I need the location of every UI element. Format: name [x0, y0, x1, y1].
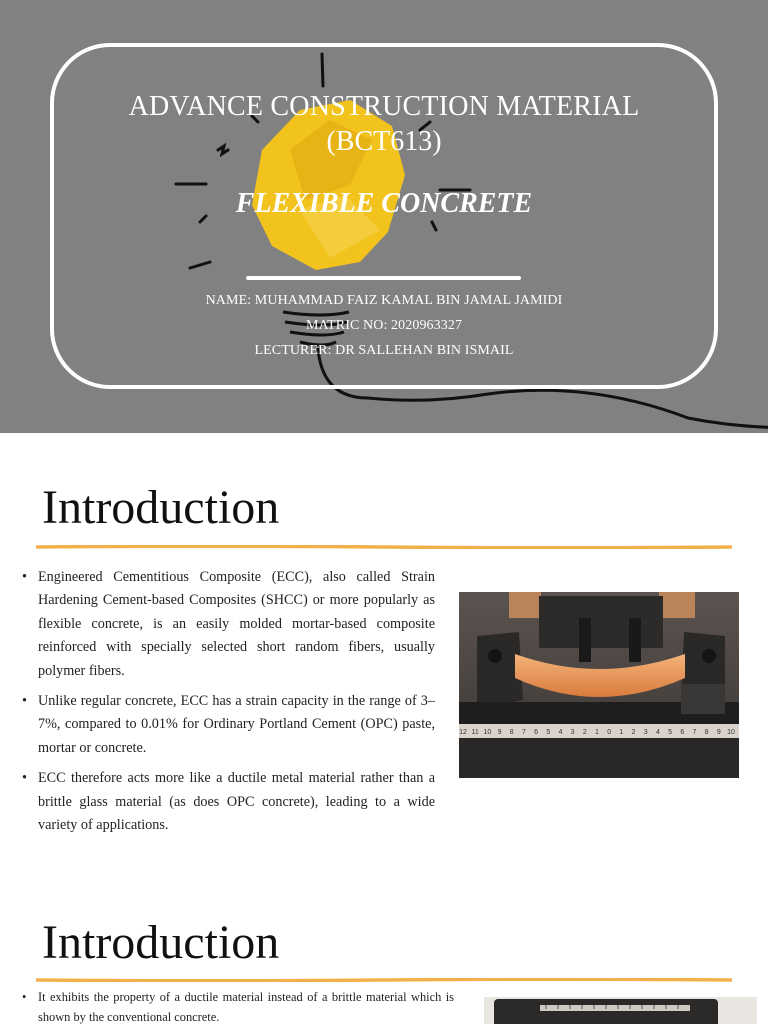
matric-number: MATRIC NO: 2020963327	[305, 318, 463, 333]
ruler-number: 4	[655, 729, 660, 736]
ruler-scale	[459, 729, 735, 736]
ruler-number: 6	[534, 729, 539, 736]
ruler-number: 8	[509, 729, 514, 736]
ruler-number: 3	[570, 729, 575, 736]
bullet-list	[22, 987, 454, 1024]
bullet-marker: •	[22, 693, 27, 710]
ruler-number: 5	[546, 729, 551, 736]
ruler-number: 1	[595, 729, 599, 736]
ruler-number: 9	[497, 729, 502, 736]
ruler-number: 10	[727, 729, 735, 736]
accent-underline	[36, 978, 732, 982]
ruler-number: 5	[668, 729, 673, 736]
list-item: • Engineered Cementitious Composite (ECC), also called Strain Hardening Cement-based Composites (SHCC) or more popularly as flexible concrete, is an easily molded mortar-based composite reinforced with specially selected short random fibers, usually polymer fibers.	[22, 566, 435, 683]
student-name: NAME: MUHAMMAD FAIZ KAMAL BIN JAMAL JAMIDI	[205, 293, 563, 308]
ruler-number: 2	[631, 729, 636, 736]
ruler-number: 8	[704, 729, 709, 736]
presentation-title: ADVANCE CONSTRUCTION MATERIAL	[128, 91, 640, 122]
list-item: • ECC therefore acts more like a ductile metal material rather than a brittle glass material (as does OPC concrete), leading to a wide variety of applications.	[22, 767, 435, 837]
ecc-bending-test-photo	[459, 592, 739, 778]
ruler-number: 12	[459, 729, 467, 736]
ruler-number: 11	[471, 729, 479, 736]
slide-heading: Introduction	[42, 481, 280, 534]
bullet-marker: •	[22, 569, 27, 585]
ruler-number: 1	[619, 729, 624, 736]
ruler-number: 3	[643, 729, 648, 736]
accent-underline	[36, 545, 732, 549]
ruler-number: 2	[582, 729, 587, 736]
ruler-number: 10	[483, 729, 492, 736]
ecc-specimen-photo	[484, 997, 757, 1024]
ruler-number: 9	[716, 729, 721, 736]
ruler-number: 6	[680, 729, 685, 736]
ruler-number: 7	[521, 729, 526, 736]
list-item: • Unlike regular concrete, ECC has a strain capacity in the range of 3–7%, compared to 0.01% for Ordinary Portland Cement (OPC) paste, mortar or concrete.	[22, 690, 435, 760]
bullet-marker: •	[22, 770, 27, 787]
bullet-list	[22, 566, 435, 844]
bullet-marker: •	[22, 990, 27, 1004]
slide-heading: Introduction	[42, 916, 280, 969]
ruler-number: 4	[558, 729, 563, 736]
lecturer-name: LECTURER: DR SALLEHAN BIN ISMAIL	[254, 343, 514, 358]
title-slide	[0, 0, 768, 433]
presentation-subtitle: FLEXIBLE CONCRETE	[235, 188, 533, 219]
course-code: (BCT613)	[326, 126, 442, 157]
introduction-slide-2	[0, 870, 768, 1024]
list-item: • It exhibits the property of a ductile material instead of a brittle material which is shown by the conventional concrete.	[22, 987, 454, 1024]
introduction-slide	[0, 433, 768, 870]
ruler-number: 0	[607, 729, 612, 736]
ruler-number: 7	[692, 729, 697, 736]
